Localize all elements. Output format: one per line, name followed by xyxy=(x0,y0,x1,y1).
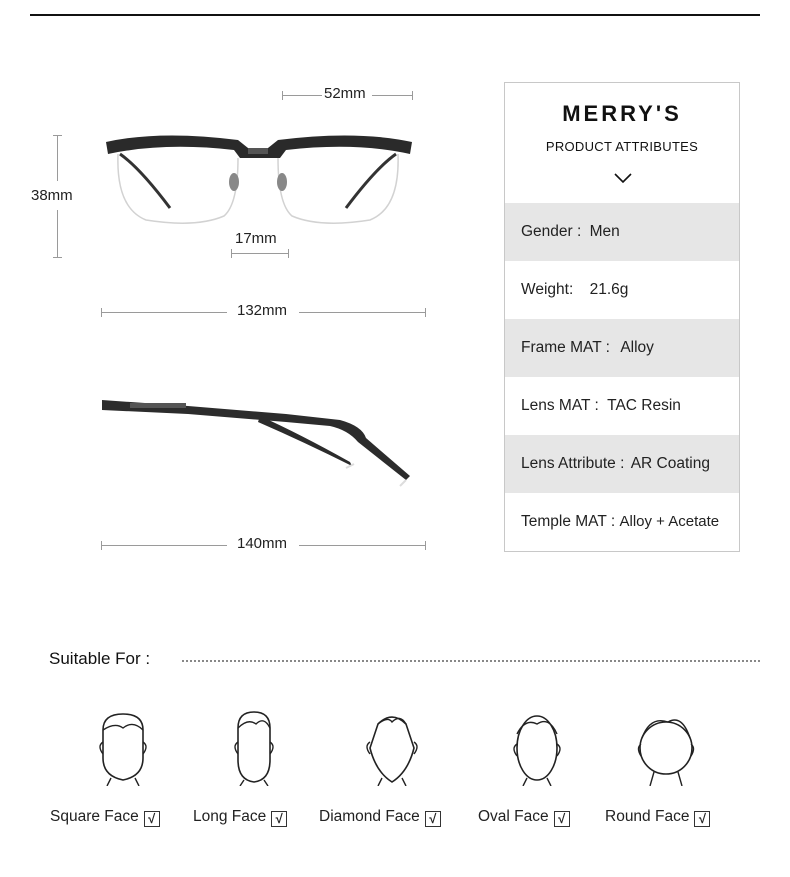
check-icon: √ xyxy=(554,811,570,827)
check-icon: √ xyxy=(144,811,160,827)
suitable-for-heading: Suitable For : xyxy=(49,649,151,668)
attribute-row-lens-mat xyxy=(505,377,739,435)
attribute-row-temple-mat xyxy=(505,493,739,551)
attribute-list xyxy=(505,203,739,551)
face-label-text: Diamond Face xyxy=(319,808,420,825)
face-label-diamond xyxy=(319,808,441,827)
attribute-label: Lens Attribute : xyxy=(521,455,625,472)
chevron-down-icon xyxy=(613,171,633,185)
oval-face-icon xyxy=(507,710,567,786)
attribute-label: Frame MAT : xyxy=(521,339,610,356)
dotted-divider xyxy=(182,660,760,662)
glasses-front-illustration xyxy=(100,128,420,238)
face-label-text: Long Face xyxy=(193,808,267,825)
product-attributes-panel xyxy=(504,82,740,552)
attribute-row-gender xyxy=(505,203,739,261)
attribute-row-lens-attribute xyxy=(505,435,739,493)
attribute-label: Lens MAT : xyxy=(521,397,599,414)
face-label-round xyxy=(605,808,710,827)
brand-logo: MERRY'S xyxy=(562,101,682,126)
attribute-value: AR Coating xyxy=(630,455,710,472)
attribute-value: Alloy + Acetate xyxy=(619,513,720,530)
attribute-row-weight xyxy=(505,261,739,319)
attribute-value: Men xyxy=(589,223,620,240)
face-label-square xyxy=(50,808,160,827)
long-face-icon xyxy=(224,710,284,786)
square-face-icon xyxy=(93,710,153,786)
glasses-side-illustration xyxy=(100,394,420,494)
face-label-long xyxy=(193,808,287,827)
attribute-label: Gender : xyxy=(521,223,582,240)
face-label-text: Square Face xyxy=(50,808,139,825)
attribute-value: 21.6g xyxy=(589,281,629,298)
face-label-text: Round Face xyxy=(605,808,690,825)
diamond-face-icon xyxy=(362,710,422,786)
face-label-text: Oval Face xyxy=(478,808,549,825)
panel-subtitle: PRODUCT ATTRIBUTES xyxy=(545,139,699,154)
frame-width-label: 132mm xyxy=(237,302,288,319)
face-label-oval xyxy=(478,808,570,827)
lens-height-label: 38mm xyxy=(31,187,73,204)
round-face-icon xyxy=(636,710,696,786)
check-icon: √ xyxy=(425,811,441,827)
attribute-label: Weight: xyxy=(521,281,574,298)
bridge-label: 17mm xyxy=(235,230,277,247)
check-icon: √ xyxy=(271,811,287,827)
lens-width-label: 52mm xyxy=(324,85,366,102)
top-divider xyxy=(30,14,760,16)
temple-length-label: 140mm xyxy=(237,535,288,552)
check-icon: √ xyxy=(694,811,710,827)
attribute-row-frame-mat xyxy=(505,319,739,377)
attribute-value: Alloy xyxy=(620,339,654,356)
attribute-value: TAC Resin xyxy=(607,397,681,414)
attribute-label: Temple MAT : xyxy=(521,513,616,530)
